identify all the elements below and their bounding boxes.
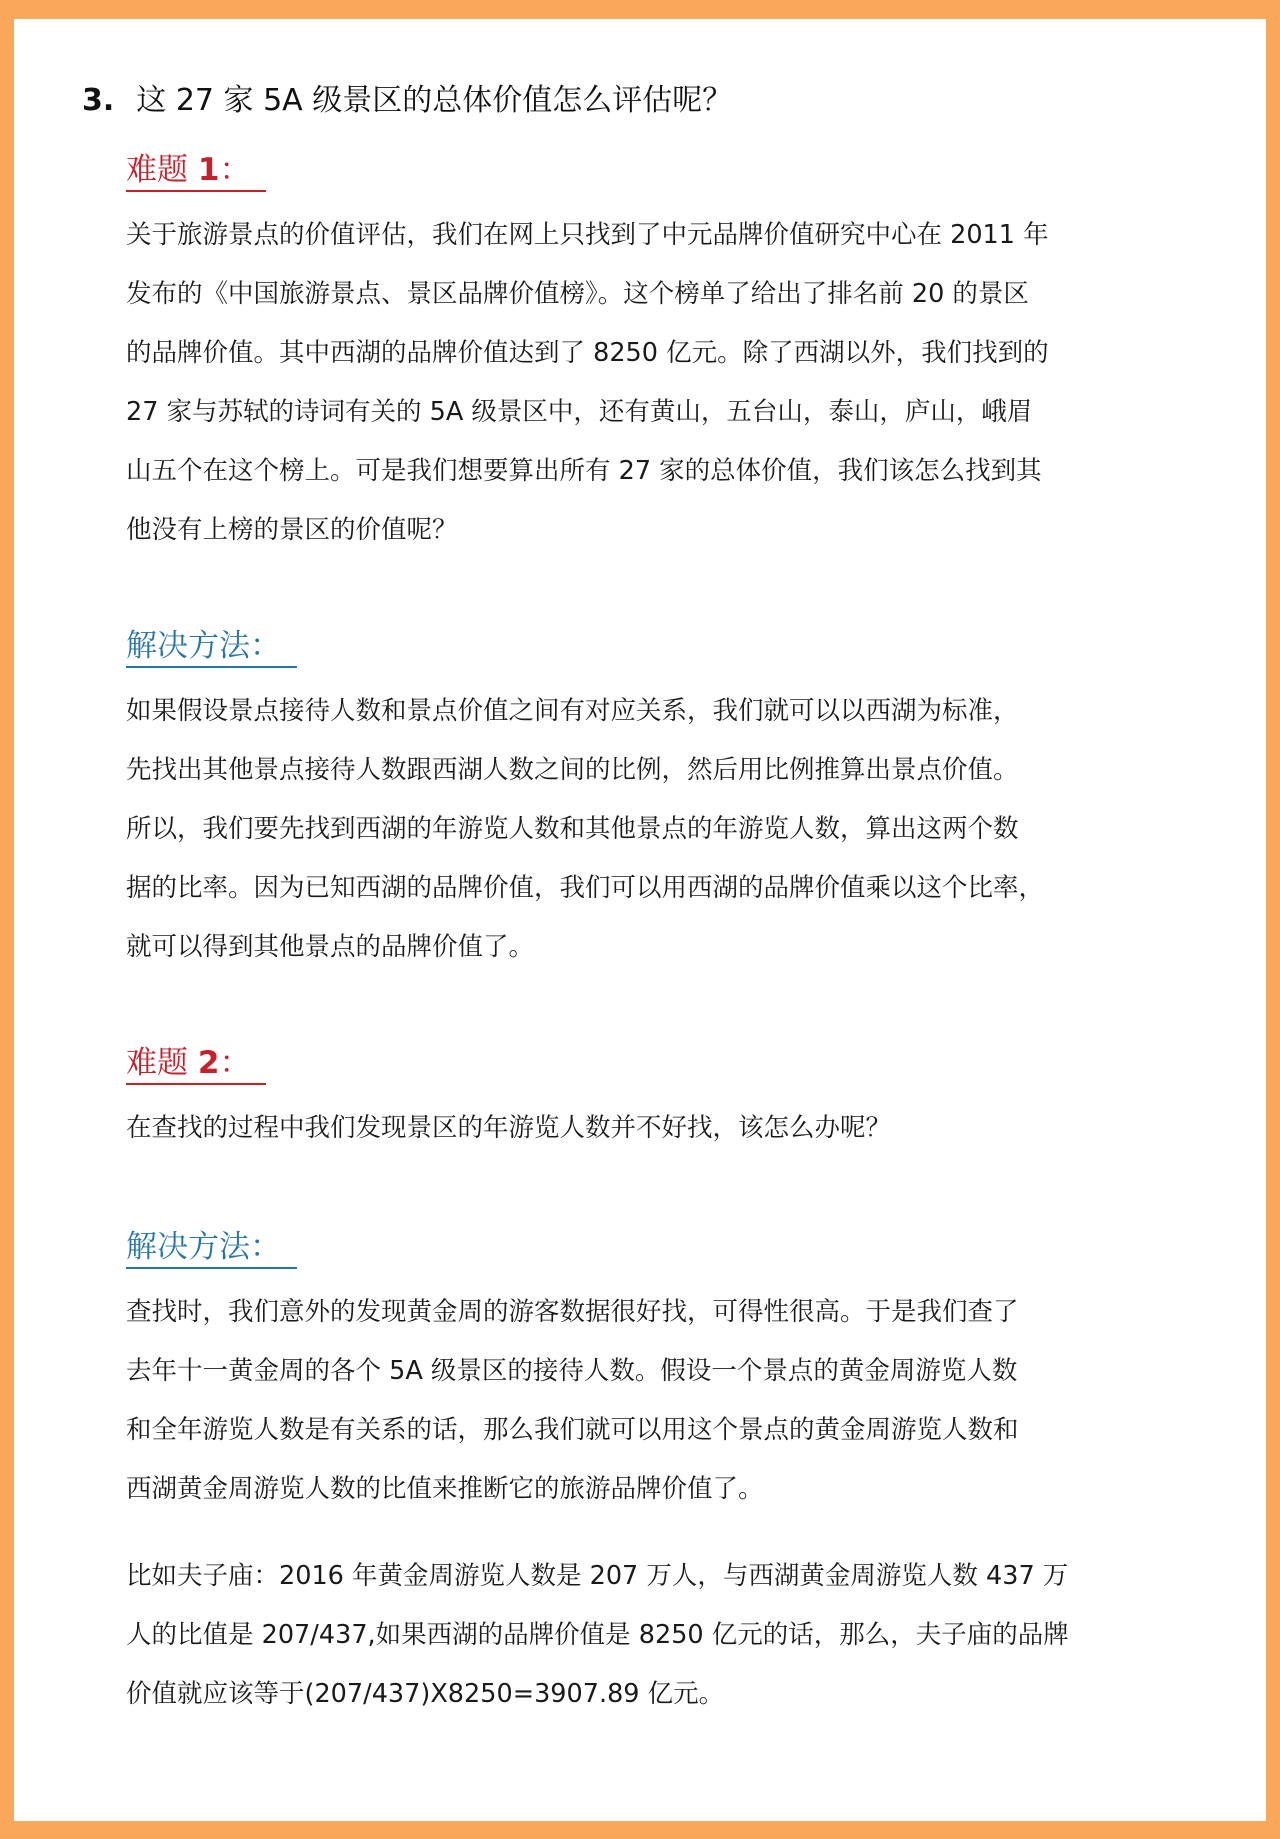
paragraph-line: 先找出其他景点接待人数跟西湖人数之间的比例，然后用比例推算出景点价值。 [126, 755, 1019, 785]
paragraph-line: 据的比率。因为已知西湖的品牌价值，我们可以用西湖的品牌价值乘以这个比率， [126, 873, 1045, 903]
problem-1-title-num: 1 [197, 152, 220, 188]
solution-1-paragraph [126, 682, 1044, 977]
solution-1-title [126, 627, 297, 668]
solution-2-title-text: 解决方法： [126, 1228, 297, 1269]
paragraph-line: 和全年游览人数是有关系的话，那么我们就可以用这个景点的黄金周游览人数和 [126, 1415, 1019, 1445]
paragraph-line: 就可以得到其他景点的品牌价值了。 [126, 932, 535, 962]
question-number: 3. [82, 83, 115, 118]
paragraph-line: 如果假设景点接待人数和景点价值之间有对应关系，我们就可以以西湖为标准， [126, 696, 1019, 726]
problem-2-paragraph [126, 1099, 891, 1158]
problem-1-paragraph [126, 206, 1049, 560]
problem-2-title [126, 1044, 266, 1085]
paragraph-line: 发布的《中国旅游景点、景区品牌价值榜》。这个榜单了给出了排名前 20 的景区 [126, 279, 1029, 309]
problem-2-title-num: 2 [197, 1045, 220, 1081]
paragraph-line: 在查找的过程中我们发现景区的年游览人数并不好找，该怎么办呢？ [126, 1113, 892, 1143]
example-paragraph [126, 1547, 1069, 1724]
paragraph-line: 的品牌价值。其中西湖的品牌价值达到了 8250 亿元。除了西湖以外，我们找到的 [126, 338, 1049, 368]
paragraph-line: 去年十一黄金周的各个 5A 级景区的接待人数。假设一个景点的黄金周游览人数 [126, 1356, 1018, 1386]
problem-1-title [126, 151, 266, 192]
paragraph-line: 人的比值是 207/437,如果西湖的品牌价值是 8250 亿元的话，那么，夫子庙的品牌 [126, 1620, 1069, 1650]
paragraph-line: 山五个在这个榜上。可是我们想要算出所有 27 家的总体价值，我们该怎么找到其 [126, 456, 1042, 486]
document-page [14, 19, 1266, 1821]
paragraph-line: 比如夫子庙：2016 年黄金周游览人数是 207 万人，与西湖黄金周游览人数 437 万 [126, 1561, 1069, 1591]
problem-1-title-suffix: ： [219, 152, 251, 188]
problem-2-title-prefix: 难题 [126, 1045, 198, 1081]
question-heading [82, 81, 732, 120]
solution-1-title-text: 解决方法： [126, 627, 297, 668]
solution-2-paragraph [126, 1283, 1019, 1519]
paragraph-line: 西湖黄金周游览人数的比值来推断它的旅游品牌价值了。 [126, 1474, 764, 1504]
paragraph-line: 关于旅游景点的价值评估，我们在网上只找到了中元品牌价值研究中心在 2011 年 [126, 220, 1049, 250]
solution-2-title [126, 1228, 297, 1269]
paragraph-line: 价值就应该等于(207/437)X8250=3907.89 亿元。 [126, 1679, 725, 1709]
problem-2-title-suffix: ： [219, 1045, 251, 1081]
paragraph-line: 27 家与苏轼的诗词有关的 5A 级景区中，还有黄山，五台山，泰山，庐山，峨眉 [126, 397, 1033, 427]
paragraph-line: 他没有上榜的景区的价值呢？ [126, 515, 458, 545]
problem-1-title-prefix: 难题 [126, 152, 198, 188]
paragraph-line: 查找时，我们意外的发现黄金周的游客数据很好找，可得性很高。于是我们查了 [126, 1297, 1019, 1327]
paragraph-line: 所以，我们要先找到西湖的年游览人数和其他景点的年游览人数，算出这两个数 [126, 814, 1019, 844]
question-text: 这 27 家 5A 级景区的总体价值怎么评估呢？ [136, 83, 733, 118]
